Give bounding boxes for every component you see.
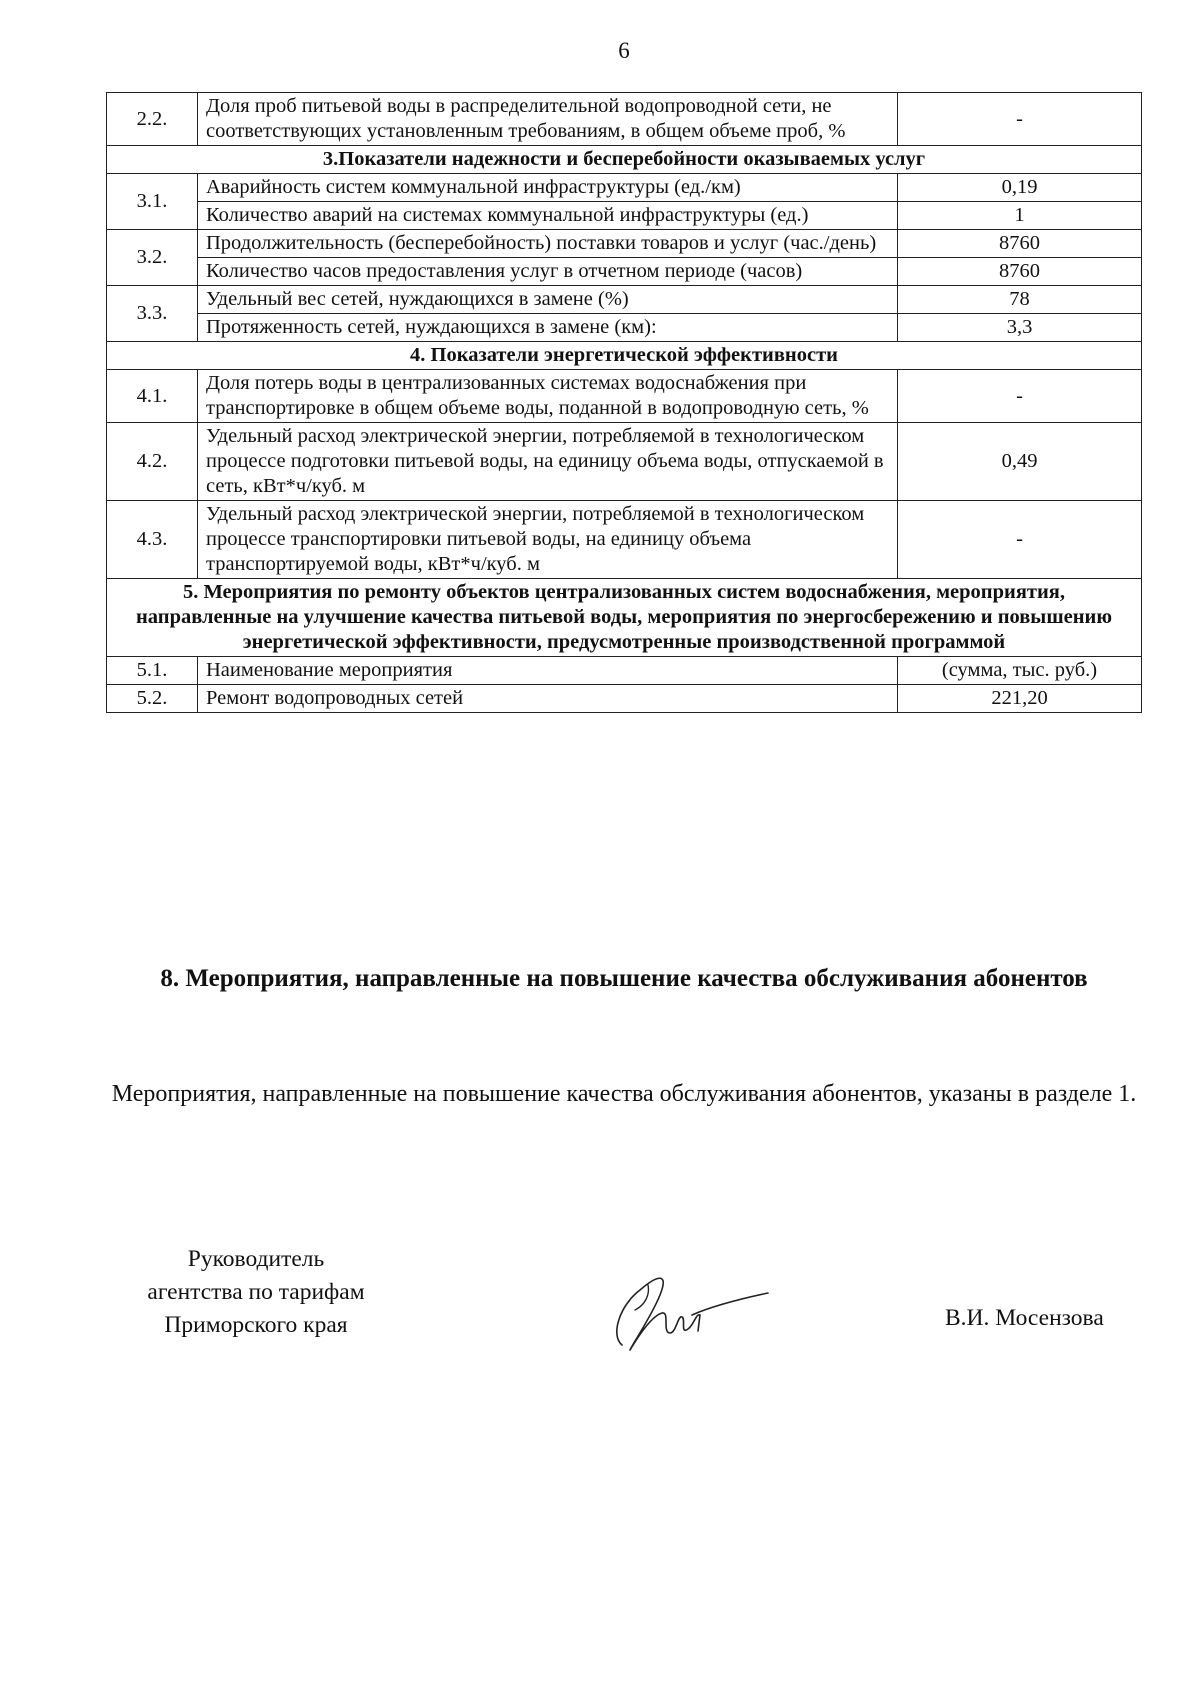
table-subrow: [107, 258, 1142, 286]
signer-position-line: агентства по тарифам: [147, 1279, 365, 1305]
row-number: 4.1.: [107, 370, 198, 423]
subrow-label: Количество часов предоставления услуг в отчетном периоде (часов): [198, 258, 898, 286]
row-number: 3.3.: [107, 286, 198, 342]
row-label: Продолжительность (бесперебойность) поставки товаров и услуг (час./день): [198, 230, 898, 258]
subrow-label: Количество аварий на системах коммунальной инфраструктуры (ед.): [198, 202, 898, 230]
table-row: [107, 501, 1142, 579]
section-header-row: [107, 342, 1142, 370]
row-label: Ремонт водопроводных сетей: [198, 685, 898, 713]
section-5-heading: 5. Мероприятия по ремонту объектов централизованных систем водоснабжения, мероприятия, направленные на улучшение качества питьевой воды, мероприятия по энергосбережению и повышению энергетической эффективности, предусмотренные производственной программой: [107, 579, 1142, 657]
table-row: [107, 230, 1142, 258]
row-label: Доля потерь воды в централизованных системах водоснабжения при транспортировке в общем объеме воды, поданной в водопроводную сеть, %: [198, 370, 898, 423]
row-label: Аварийность систем коммунальной инфраструктуры (ед./км): [198, 174, 898, 202]
table-row: [107, 286, 1142, 314]
row-label: Удельный расход электрической энергии, потребляемой в технологическом процессе транспортировки питьевой воды, на единицу объема транспортируемой воды, кВт*ч/куб. м: [198, 501, 898, 579]
subrow-value: 1: [898, 202, 1142, 230]
row-number: 4.3.: [107, 501, 198, 579]
table-subrow: [107, 202, 1142, 230]
table-row: [107, 657, 1142, 685]
handwritten-signature: [600, 1255, 770, 1355]
signer-position: [106, 1243, 406, 1342]
signer-position-line: Приморского края: [164, 1312, 348, 1338]
table-row: [107, 423, 1142, 501]
indicators-table: [106, 92, 1142, 713]
row-label: Удельный вес сетей, нуждающихся в замене (%): [198, 286, 898, 314]
row-label: Наименование мероприятия: [198, 657, 898, 685]
page-number: 6: [618, 38, 630, 63]
row-number: 5.1.: [107, 657, 198, 685]
row-value: -: [898, 93, 1142, 146]
row-number: 3.1.: [107, 174, 198, 230]
row-value: 78: [898, 286, 1142, 314]
row-value: -: [898, 501, 1142, 579]
table-subrow: [107, 314, 1142, 342]
row-label: Удельный расход электрической энергии, потребляемой в технологическом процессе подготовки питьевой воды, на единицу объема воды, отпускаемой в сеть, кВт*ч/куб. м: [198, 423, 898, 501]
row-value: 8760: [898, 230, 1142, 258]
signer-position-line: Руководитель: [187, 1246, 325, 1272]
row-value: 221,20: [898, 685, 1142, 713]
subrow-value: 3,3: [898, 314, 1142, 342]
table-row: [107, 174, 1142, 202]
section-3-heading: 3.Показатели надежности и бесперебойности оказываемых услуг: [107, 146, 1142, 174]
table-row: [107, 685, 1142, 713]
section-8-text: Мероприятия, направленные на повышение качества обслуживания абонентов, указаны в разделе 1.: [111, 1081, 1137, 1107]
row-value: 0,19: [898, 174, 1142, 202]
row-value: 0,49: [898, 423, 1142, 501]
subrow-value: 8760: [898, 258, 1142, 286]
row-label: Доля проб питьевой воды в распределительной водопроводной сети, не соответствующих установленным требованиям, в общем объеме проб, %: [198, 93, 898, 146]
row-value: -: [898, 370, 1142, 423]
signer-name: В.И. Мосензова: [945, 1305, 1104, 1331]
section-8-title: 8. Мероприятия, направленные на повышение качества обслуживания абонентов: [160, 965, 1088, 992]
section-4-heading: 4. Показатели энергетической эффективности: [107, 342, 1142, 370]
table-row: [107, 370, 1142, 423]
row-value: (сумма, тыс. руб.): [898, 657, 1142, 685]
table-row: [107, 93, 1142, 146]
section-header-row: [107, 146, 1142, 174]
section-header-row: [107, 579, 1142, 657]
subrow-label: Протяженность сетей, нуждающихся в замене (км):: [198, 314, 898, 342]
row-number: 4.2.: [107, 423, 198, 501]
row-number: 2.2.: [107, 93, 198, 146]
row-number: 3.2.: [107, 230, 198, 286]
row-number: 5.2.: [107, 685, 198, 713]
